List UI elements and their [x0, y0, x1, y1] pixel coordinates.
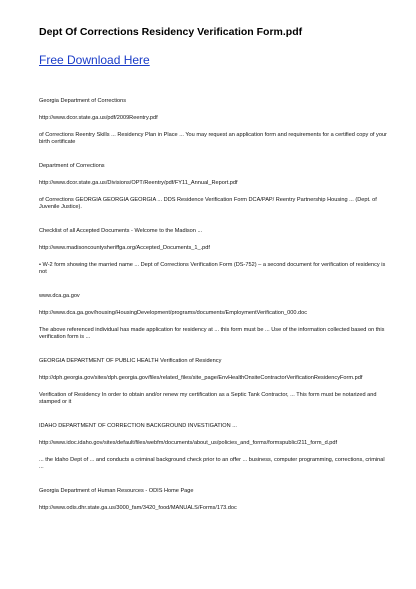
result-heading: Georgia Department of Corrections	[39, 98, 127, 104]
result-url[interactable]: http://dph.georgia.gov/sites/dph.georgia.gov/files/related_files/site_page/EnvHealthOnsiteContractorVerificationResidencyForm.pdf	[39, 375, 363, 381]
result-entry	[39, 423, 387, 471]
result-entry	[39, 488, 387, 512]
result-url[interactable]: http://www.dca.ga.gov/housing/HousingDevelopment/programs/documents/EmploymentVerification_000.doc	[39, 310, 308, 316]
result-heading: IDAHO DEPARTMENT OF CORRECTION BACKGROUND INVESTIGATION ...	[39, 423, 237, 429]
result-heading: Georgia Department of Human Resources - ODIS Home Page	[39, 488, 194, 494]
free-download-link[interactable]: Free Download Here	[39, 53, 150, 67]
result-url[interactable]: http://www.madisoncountysheriffga.org/Accepted_Documents_1_.pdf	[39, 245, 210, 251]
result-url[interactable]: http://www.dcor.state.ga.us/pdf/2009Reentry.pdf	[39, 115, 158, 121]
result-entry	[39, 228, 387, 276]
result-heading: Checklist of all Accepted Documents - Welcome to the Madison ...	[39, 228, 203, 234]
result-description: of Corrections Reentry Skills ... Residency Plan in Place ... You may request an application form and requirements for a certified copy of your birth certificate	[39, 132, 387, 145]
search-results-list	[39, 98, 387, 522]
result-description: of Corrections GEORGIA GEORGIA GEORGIA ... DDS Residence Verification Form DCA/PAP/ Reentry Partnership Housing ... (Dept. of Juvenile Justice).	[39, 197, 377, 210]
result-description: The above referenced individual has made application for residency at ... this form must be ... Use of the information collected based on this verification form is ...	[39, 327, 385, 340]
result-heading: Department of Corrections	[39, 163, 105, 169]
result-entry	[39, 98, 387, 146]
document-title: Dept Of Corrections Residency Verification Form.pdf	[39, 26, 303, 38]
result-url[interactable]: www.dca.ga.gov	[39, 293, 80, 299]
result-entry	[39, 293, 387, 341]
result-description: Verification of Residency In order to obtain and/or renew my certification as a Septic Tank Contractor, ... This form must be notarized and stamped or it	[39, 392, 377, 405]
result-entry	[39, 358, 387, 406]
result-url[interactable]: http://www.dcor.state.ga.us/Divisions/OPT/Reentry/pdf/FY11_Annual_Report.pdf	[39, 180, 238, 186]
result-url[interactable]: http://www.odis.dhr.state.ga.us/3000_fam/3420_food/MANUALS/Forms/173.doc	[39, 505, 237, 511]
result-heading: GEORGIA DEPARTMENT OF PUBLIC HEALTH Verification of Residency	[39, 358, 222, 364]
result-url[interactable]: http://www.idoc.idaho.gov/sites/default/files/webfm/documents/about_us/policies_and_forms/formspublic/211_form_d.pdf	[39, 440, 338, 446]
result-description: ... the Idaho Dept of ... and conducts a criminal background check prior to an offer ... business, computer programming, corrections, criminal ...	[39, 457, 385, 470]
result-description: • W-2 form showing the married name ... Dept of Corrections Verification Form (DS-752) – a second document for verification of residency is not	[39, 262, 386, 275]
result-entry	[39, 163, 387, 211]
